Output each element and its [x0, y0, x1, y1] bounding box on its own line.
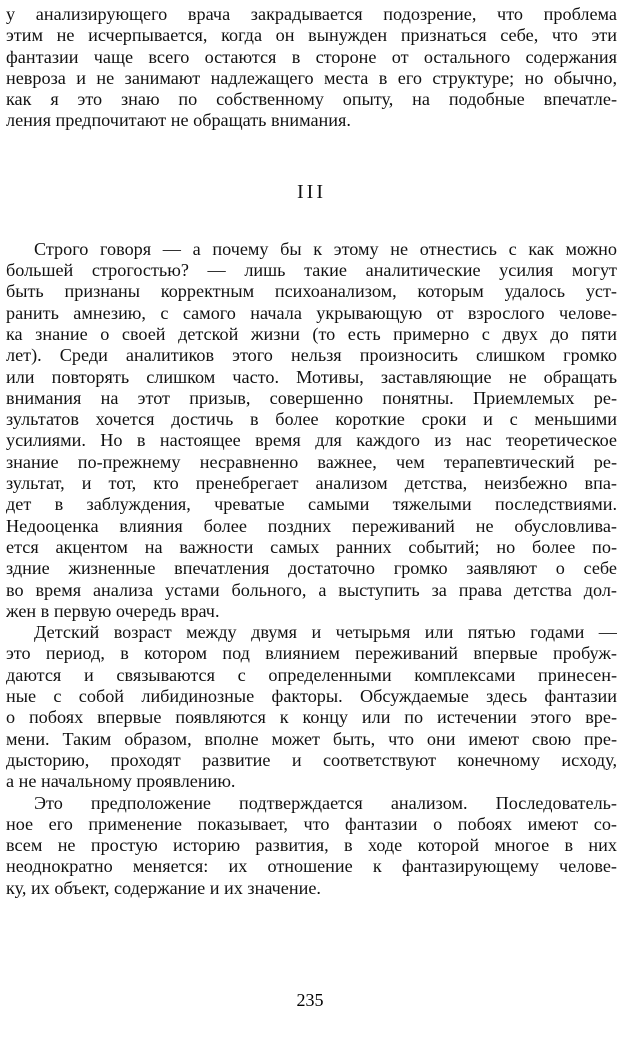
text-line: этим не исчерпывается, когда он вынужден признаться себе, что эти	[6, 25, 617, 46]
text-line: Детский возраст между двумя и четырьмя или пятью годами —	[34, 622, 617, 643]
section-heading: III	[297, 180, 326, 203]
top-paragraph	[6, 4, 617, 132]
text-line: жен в первую очередь врач.	[6, 600, 220, 621]
text-line: ку, их объект, содержание и их значение.	[6, 877, 321, 898]
text-line: ка знание о своей детской жизни (то есть примерно с двух до пяти	[6, 323, 617, 344]
text-line: фантазии чаще всего остаются в стороне от остального содержания	[6, 46, 617, 67]
text-line: у анализирующего врача закрадывается подозрение, что проблема	[6, 4, 617, 24]
text-line: или повторять слишком часто. Мотивы, заставляющие не обращать	[6, 366, 617, 387]
text-line: здние жизненные впечатления достаточно громко заявляют о себе	[6, 558, 617, 579]
text-line: мени. Таким образом, вполне может быть, что они имеют свою пре-	[6, 728, 617, 749]
page-number: 235	[296, 990, 324, 1010]
paragraph-1	[6, 239, 617, 622]
text-line: ранить амнезию, с самого начала укрывающую от взрослого челове-	[6, 302, 617, 323]
text-line: зультатов хочется достичь в более короткие сроки и с меньшими	[6, 409, 617, 430]
text-line: знание по-прежнему несравненно важнее, чем терапевтический ре-	[6, 451, 617, 472]
paragraph-2	[6, 622, 617, 792]
text-line: о побоях впервые появляются к концу или по истечении этого вре-	[6, 707, 617, 728]
paragraph-3	[6, 793, 617, 899]
text-line: как я это знаю по собственному опыту, на подобные впечатле-	[6, 89, 617, 110]
text-line: зультат, и тот, кто пренебрегает анализом детства, неизбежно впа-	[6, 473, 617, 494]
text-line: даются и связываются с определенными комплексами принесен-	[6, 664, 617, 685]
text-line: это период, в котором под влиянием переживаний впервые пробуж-	[6, 643, 617, 664]
text-line: лет). Среди аналитиков этого нельзя произносить слишком громко	[6, 345, 617, 366]
text-line: Недооценка влияния более поздних переживаний не обусловлива-	[6, 515, 617, 536]
book-page	[6, 4, 617, 1034]
text-line: всем не простую историю развития, в ходе которой многое в них	[6, 835, 617, 856]
text-line: Это предположение подтверждается анализом. Последователь-	[34, 792, 617, 813]
text-line: Строго говоря — а почему бы к этому не отнестись с как можно	[34, 238, 617, 259]
text-line: невроза и не занимают надлежащего места в его структуре; но обычно,	[6, 67, 617, 88]
text-line: внимания на этот призыв, совершенно понятны. Приемлемых ре-	[6, 387, 617, 408]
text-line: ное его применение показывает, что фантазии о побоях имеют со-	[6, 813, 617, 834]
text-line: усилиями. Но в настоящее время для каждого из нас теоретическое	[6, 430, 617, 451]
text-line: ления предпочитают не обращать внимания.	[6, 110, 351, 131]
text-line: большей строгостью? — лишь такие аналитические усилия могут	[6, 260, 617, 281]
text-line: ные с собой либидинозные факторы. Обсуждаемые здесь фантазии	[6, 686, 617, 707]
text-line: дет в заблуждения, чреватые самыми тяжелыми последствиями.	[6, 494, 617, 515]
text-line: ется акцентом на важности самых ранних событий; но более по-	[6, 536, 617, 557]
text-line: дысторию, проходят развитие и соответствуют конечному исходу,	[6, 749, 617, 770]
text-line: неоднократно меняется: их отношение к фантазирующему челове-	[6, 856, 617, 877]
text-line: а не начальному проявлению.	[6, 771, 236, 792]
text-line: быть признаны корректным психоанализом, которым удалось уст-	[6, 281, 617, 302]
text-line: во время анализа устами больного, а выступить за права детства дол-	[6, 579, 617, 600]
